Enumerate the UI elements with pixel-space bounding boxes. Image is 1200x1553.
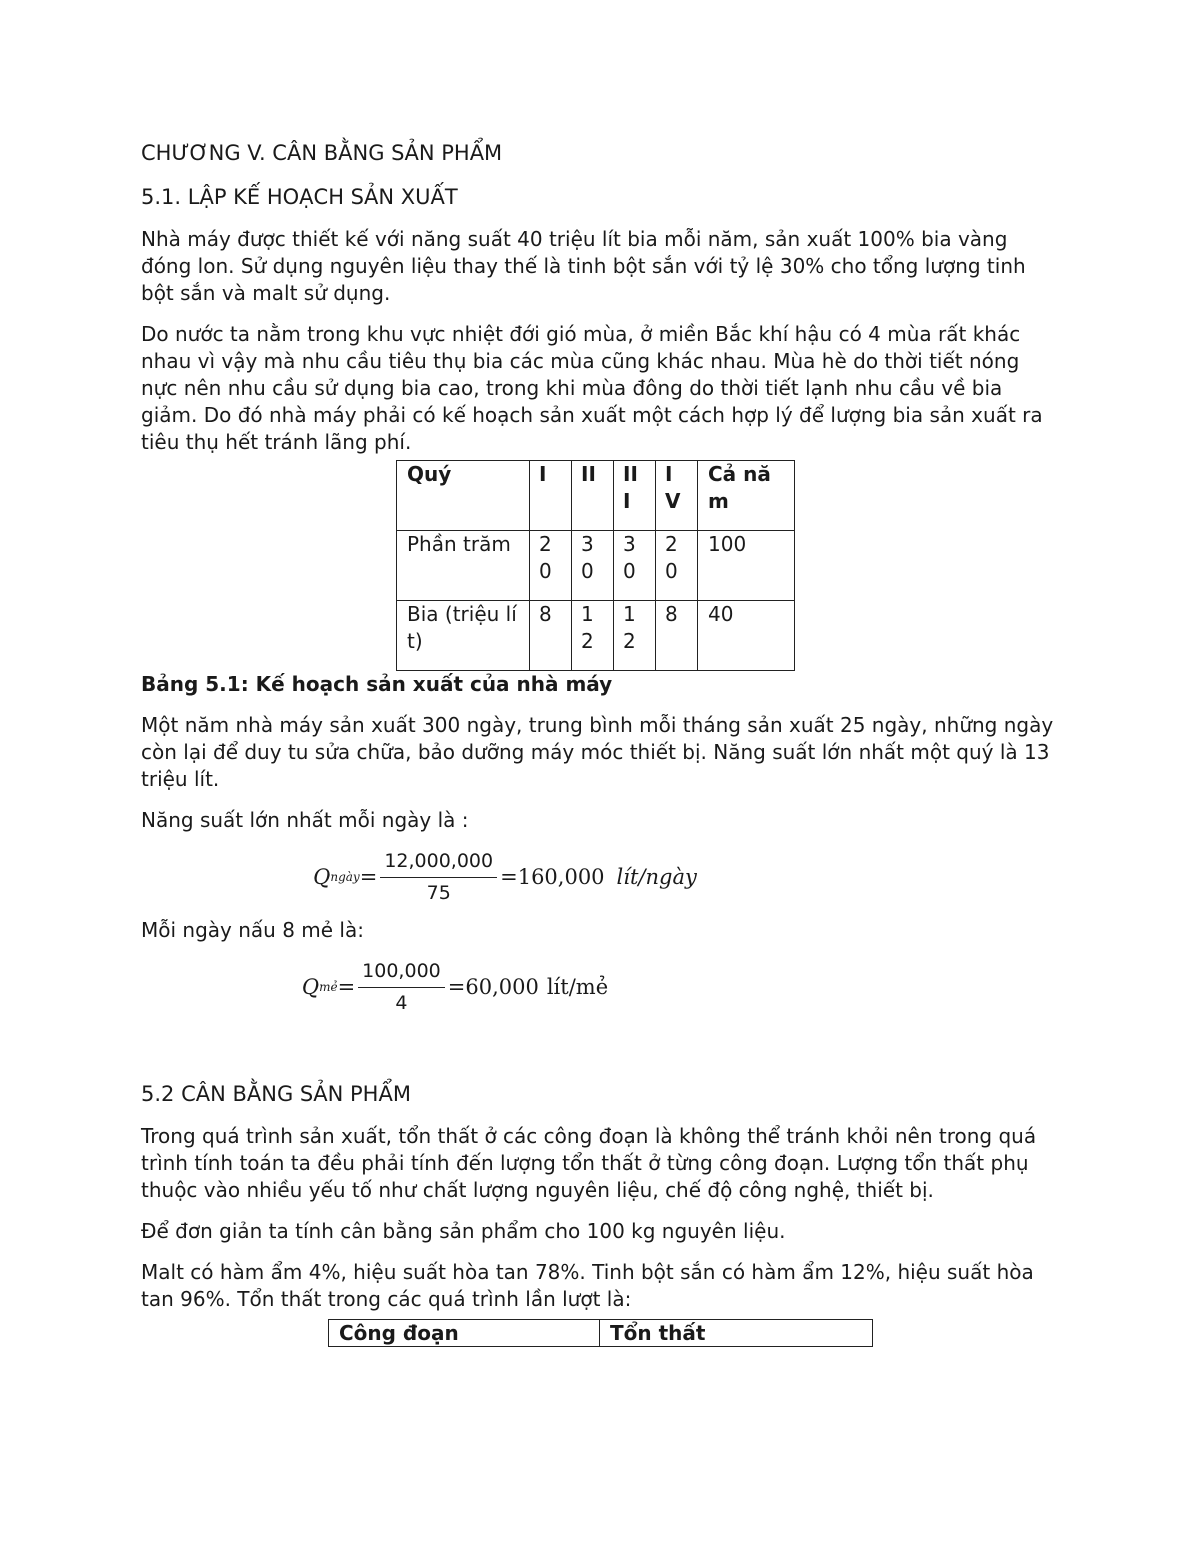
table-cell: 20 [530, 531, 572, 601]
table-cell: 40 [698, 601, 795, 671]
formula-batch-capacity [0, 958, 1059, 1017]
section-heading-5-1: 5.1. LẬP KẾ HOẠCH SẢN XUẤT [141, 185, 458, 209]
paragraph: Trong quá trình sản xuất, tổn thất ở các công đoạn là không thể tránh khỏi nên trong quá trình tính toán ta đều phải tính đến lượng tổn thất ở từng công đoạn. Lượng tổn thất phụ thuộc vào nhiều yếu tố như chất lượng nguyên liệu, chế độ công nghệ, thiết bị. [141, 1124, 1037, 1202]
paragraph: Năng suất lớn nhất mỗi ngày là : [141, 808, 469, 832]
paragraph: Để đơn giản ta tính cân bằng sản phẩm cho 100 kg nguyên liệu. [141, 1219, 786, 1243]
fraction-denominator: 4 [395, 992, 408, 1014]
fraction-numerator: 100,000 [358, 958, 445, 988]
chapter-title: CHƯƠNG V. CÂN BẰNG SẢN PHẨM [141, 141, 503, 165]
loss-table [328, 1319, 873, 1347]
paragraph: Mỗi ngày nấu 8 mẻ là: [141, 918, 364, 942]
table-header-cell: Cả năm [698, 461, 795, 531]
section-heading-5-2: 5.2 CÂN BẰNG SẢN PHẨM [141, 1082, 411, 1106]
table-caption: Bảng 5.1: Kế hoạch sản xuất của nhà máy [141, 672, 613, 696]
formula-daily-capacity [0, 848, 1059, 907]
fraction [358, 958, 445, 1017]
table-cell: 100 [698, 531, 795, 601]
formula-unit: lít/mẻ [546, 975, 609, 999]
table-row [397, 531, 795, 601]
paragraph: Malt có hàm ẩm 4%, hiệu suất hòa tan 78%. Tinh bột sắn có hàm ẩm 12%, hiệu suất hòa tan 96%. Tổn thất trong các quá trình lần lượt là: [141, 1260, 1034, 1311]
formula-lhs: Q [313, 865, 331, 889]
document-page [141, 138, 1059, 1347]
table-header-cell: Tổn thất [600, 1320, 873, 1347]
formula-unit: lít/ngày [616, 865, 697, 889]
production-plan-table [396, 460, 795, 671]
formula-subscript: ngày [330, 870, 360, 884]
table-header-cell: II [572, 461, 614, 531]
table-cell: Bia (triệu lít) [397, 601, 530, 671]
fraction-numerator: 12,000,000 [380, 848, 497, 878]
formula-subscript: mẻ [319, 980, 338, 994]
table-cell: 20 [656, 531, 698, 601]
formula-result: =160,000 [500, 865, 605, 889]
table-header-cell: Quý [397, 461, 530, 531]
formula-result: =60,000 [447, 975, 539, 999]
table-header-cell: III [614, 461, 656, 531]
table-cell: 8 [530, 601, 572, 671]
table-cell: 12 [614, 601, 656, 671]
table-cell: 30 [572, 531, 614, 601]
equals-sign: = [337, 975, 356, 999]
fraction-denominator: 75 [426, 882, 451, 904]
table-header-cell: IV [656, 461, 698, 531]
table-cell: 8 [656, 601, 698, 671]
table-cell: 30 [614, 531, 656, 601]
paragraph: Nhà máy được thiết kế với năng suất 40 triệu lít bia mỗi năm, sản xuất 100% bia vàng đóng lon. Sử dụng nguyên liệu thay thế là tinh bột sắn với tỷ lệ 30% cho tổng lượng tinh bột sắn và malt sử dụng. [141, 227, 1026, 305]
equals-sign: = [359, 865, 378, 889]
table-header-row [397, 461, 795, 531]
paragraph: Do nước ta nằm trong khu vực nhiệt đới gió mùa, ở miền Bắc khí hậu có 4 mùa rất khác nhau vì vậy mà nhu cầu tiêu thụ bia các mùa cũng khác nhau. Mùa hè do thời tiết nóng nực nên nhu cầu sử dụng bia cao, trong khi mùa đông do thời tiết lạnh nhu cầu về bia giảm. Do đó nhà máy phải có kế hoạch sản xuất một cách hợp lý để lượng bia sản xuất ra tiêu thụ hết tránh lãng phí. [141, 322, 1043, 454]
table-row [397, 601, 795, 671]
table-header-cell: Công đoạn [329, 1320, 600, 1347]
table-header-cell: I [530, 461, 572, 531]
paragraph: Một năm nhà máy sản xuất 300 ngày, trung bình mỗi tháng sản xuất 25 ngày, những ngày còn lại để duy tu sửa chữa, bảo dưỡng máy móc thiết bị. Năng suất lớn nhất một quý là 13 triệu lít. [141, 713, 1054, 791]
formula-lhs: Q [301, 975, 320, 999]
table-cell: 12 [572, 601, 614, 671]
fraction [380, 848, 497, 907]
table-header-row [329, 1320, 873, 1347]
table-cell: Phần trăm [397, 531, 530, 601]
